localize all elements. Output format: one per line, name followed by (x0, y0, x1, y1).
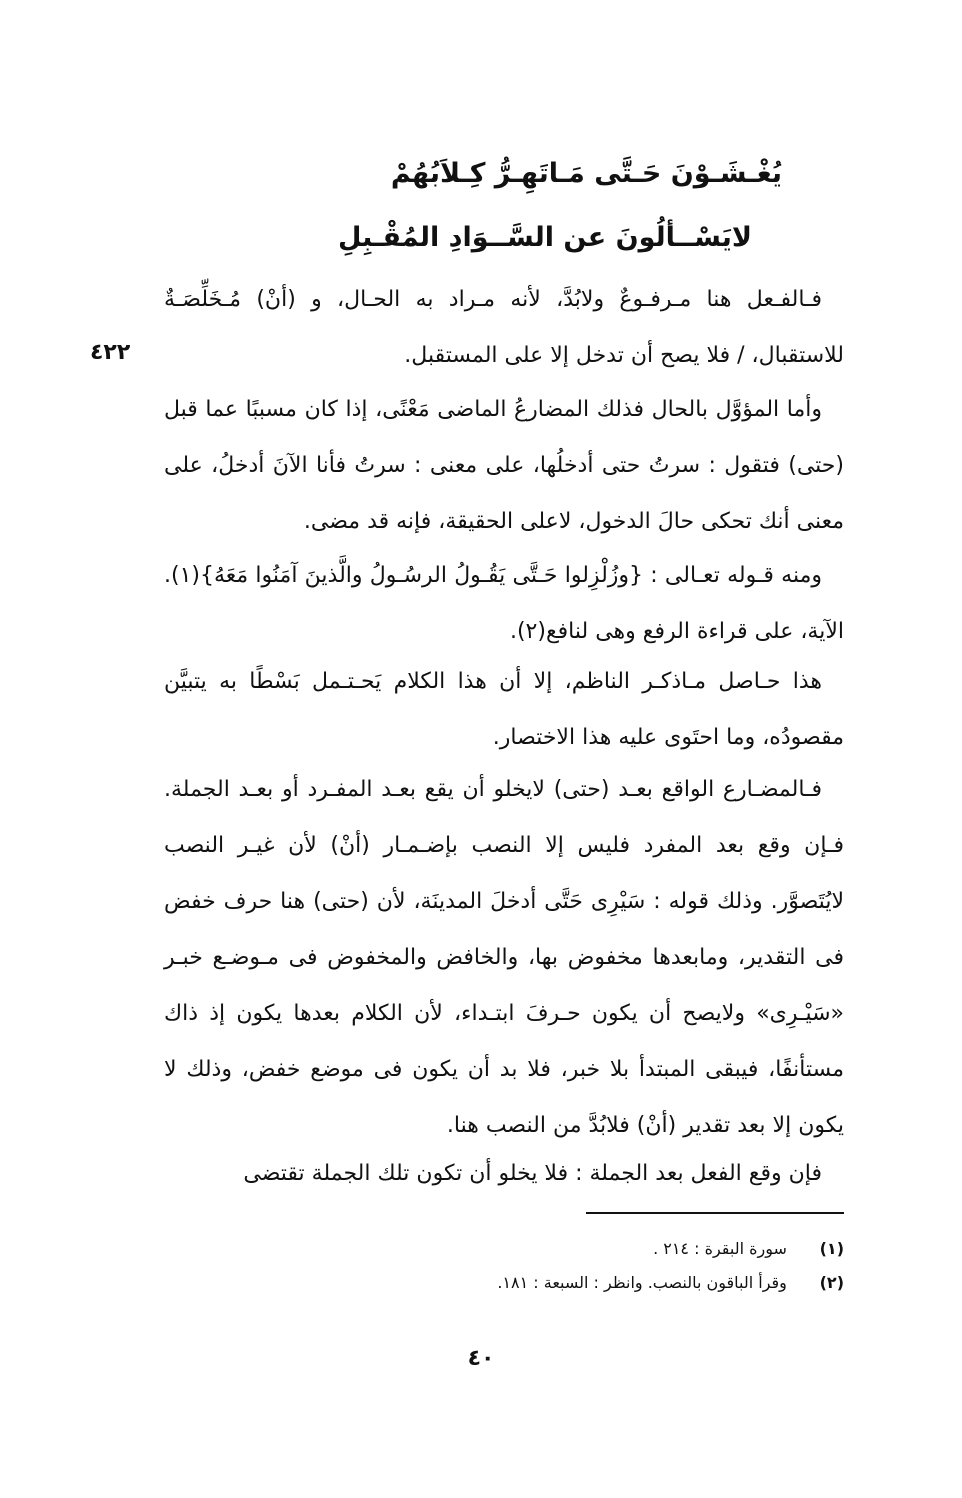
poem-verse-line-2: لايَسْــألُونَ عن السَّــوَادِ المُقْـبِلِ (337, 222, 752, 253)
paragraph-text: فـالفـعل هنا مـرفـوعٌ ولابُدَّ، لأنه مـراد به الحـال، و (أنْ) مُـخَلِّصَـةٌ للاستقبال، / فلا يصح أن تدخل إلا على المستقبل. (164, 287, 844, 368)
footnote-text: وقرأ الباقون بالنصب. وانظر : السبعة : ١٨١. (497, 1273, 787, 1292)
paragraph-text: وأما المؤوَّل بالحال فذلك المضارعُ الماضى مَعْنًى، إذا كان مسببًا عما قبل (حتى) فتقول : سرتُ حتى أدخلُها، على معنى : سرتُ فأنا الآنَ أدخلُ، على معنى أنك تحكى حالَ الدخول، لاعلى الحقيقة، فإنه قد مضى. (164, 397, 844, 534)
paragraph-text: فـالمضـارع الواقع بعـد (حتى) لايخلو أن يقع بعـد المفـرد أو بعـد الجملة. فـإن وقع بعد المفرد فليس إلا النصب بإضـمـار (أنْ) لأن غيـر النصب لايُتَصوَّر. وذلك قوله : سَيْرِى حَتَّى أدخلَ المدينَة، لأن (حتى) هنا حرف خفض فى التقدير، ومابعدها مخفوض بها، والخافض والمخفوض فى مـوضـع خبـر «سَيْـرِى» ولايصح أن يكون حـرفَ ابتـداء، لأن الكلام بعدها يكون إذ ذاك مستأنفًا، فيبقى المبتدأ بلا خبر، فلا بد أن يكون فى موضع خفض، وذلك لا يكون إلا بعد تقدير (أنْ) فلابُدَّ من النصب هنا. (164, 777, 844, 1138)
paragraph-text: هذا حـاصل مـاذكـر الناظم، إلا أن هذا الكلام يَحـتـمل بَسْطًا به يتبيَّن مقصودُه، وما احتَوى عليه هذا الاختصار. (164, 669, 844, 750)
footnotes (144, 1232, 844, 1300)
margin-page-reference: ٤٢٢ (90, 340, 131, 365)
paragraph-text: ومنه قـوله تعـالى : {وزُلْزِلوا حَـتَّى يَقُـولُ الرسُـولُ والَّذينَ آمَنُوا مَعَهُ}(١). الآية، على قراءة الرفع وهى لنافع(٢). (164, 563, 844, 644)
body-paragraph-1 (164, 272, 844, 384)
footnote-1 (144, 1232, 844, 1266)
body-paragraph-2 (164, 382, 844, 550)
body-paragraph-3 (164, 548, 844, 660)
page-number: ٤٠ (467, 1346, 495, 1371)
body-paragraph-5 (164, 762, 844, 1154)
footnote-number: (١) (819, 1239, 844, 1258)
body-paragraph-4 (164, 654, 844, 766)
paragraph-text: فإن وقع الفعل بعد الجملة : فلا يخلو أن تكون تلك الجملة تقتضى (243, 1161, 822, 1186)
body-paragraph-6 (164, 1146, 844, 1202)
footnote-2 (144, 1266, 844, 1300)
footnote-divider (586, 1212, 844, 1214)
poem-verse-line-1: يُغْـشَـوْنَ حَـتَّى مَـاتَهِـرُّ كِـلاَبُهُمْ (390, 158, 782, 189)
footnote-text: سورة البقرة : ٢١٤ . (653, 1239, 787, 1258)
footnote-number: (٢) (819, 1273, 844, 1292)
